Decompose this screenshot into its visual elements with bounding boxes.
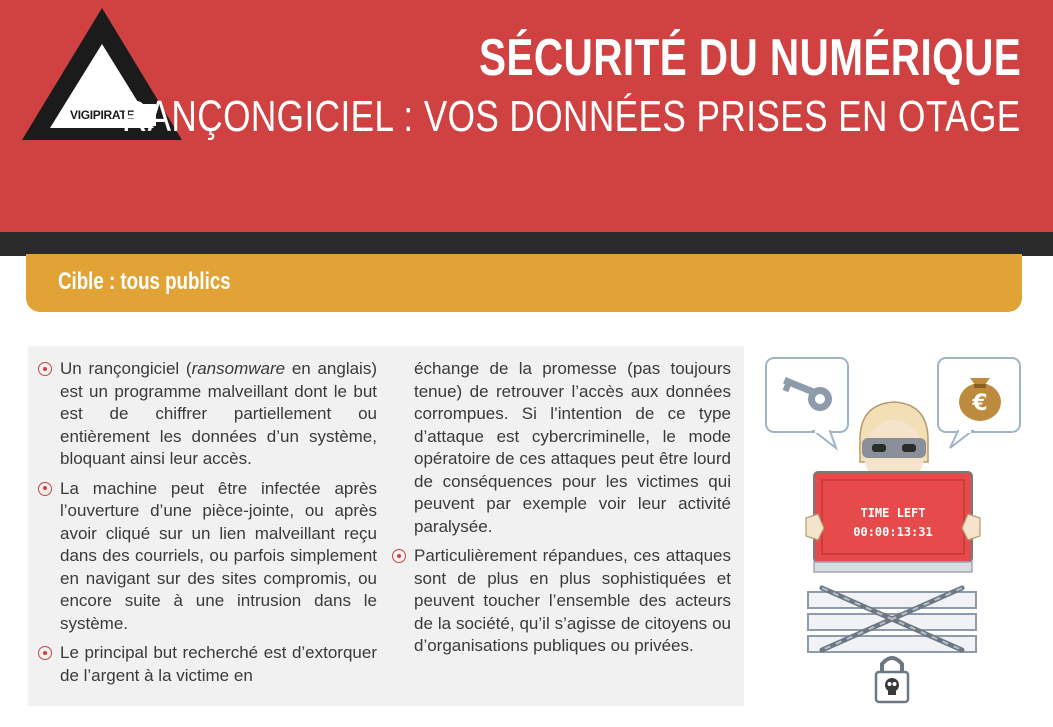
screen-countdown: 00:00:13:31: [853, 525, 933, 539]
key-bubble: [766, 358, 848, 448]
paragraph-goal: Le principal but recherché est d’extorquer de l’argent à la victime en: [60, 642, 377, 687]
target-audience-label: Cible : tous publics: [58, 268, 231, 295]
bullet-icon: [38, 482, 52, 496]
page-subtitle: RANÇONGICIEL : VOS DONNÉES PRISES EN OTAGE: [122, 92, 1021, 141]
svg-text:€: €: [972, 391, 988, 416]
right-column: [414, 358, 731, 665]
page-title: SÉCURITÉ DU NUMÉRIQUE: [478, 29, 1021, 87]
paragraph-definition: Un rançongiciel (ransomware en anglais) est un programme malveillant dont le but est de chiffrer partiellement ou entièrement les données d’un système, bloquant ainsi leur accès.: [60, 358, 377, 471]
paragraph-spread: Particulièrement répandues, ces attaques sont de plus en plus sophistiquées et peuvent toucher l’ensemble des acteurs de la société, qu’il s’agisse de citoyens ou d’organisations publiques ou privées.: [414, 545, 731, 658]
padlock-icon: [876, 658, 908, 702]
bullet-icon: [392, 549, 406, 563]
logo-label: VIGIPIRATE: [70, 108, 135, 122]
screen-time-left-label: TIME LEFT: [860, 506, 926, 520]
money-bubble: [938, 358, 1020, 448]
paragraph-goal-continued: échange de la promesse (pas toujours tenue) de retrouver l’accès aux données corrompues. Si l’intention de ce type d’attaque est cybercriminelle, le mode opératoire de ces attaques peut être lourd de conséquences pour les victimes qui peuvent par exemple voir leur activité paralysée.: [414, 359, 731, 536]
bullet-icon: [38, 646, 52, 660]
paragraph-infection: La machine peut être infectée après l’ouverture d’une pièce-jointe, ou après avoir cliqué sur un lien malveillant reçu dans des courriels, ou parfois simplement en navigant sur des sites compromis, ou encore suite à une intrusion dans le système.: [60, 478, 377, 636]
left-column: [60, 358, 377, 694]
ransomware-illustration: [762, 352, 1026, 710]
ransom-screen: [806, 472, 980, 572]
target-audience-bar: [26, 254, 1022, 312]
bullet-icon: [38, 362, 52, 376]
header-banner: [0, 0, 1053, 232]
header-divider: [0, 232, 1053, 256]
server-racks: [808, 588, 976, 652]
content-panel: [28, 346, 744, 706]
